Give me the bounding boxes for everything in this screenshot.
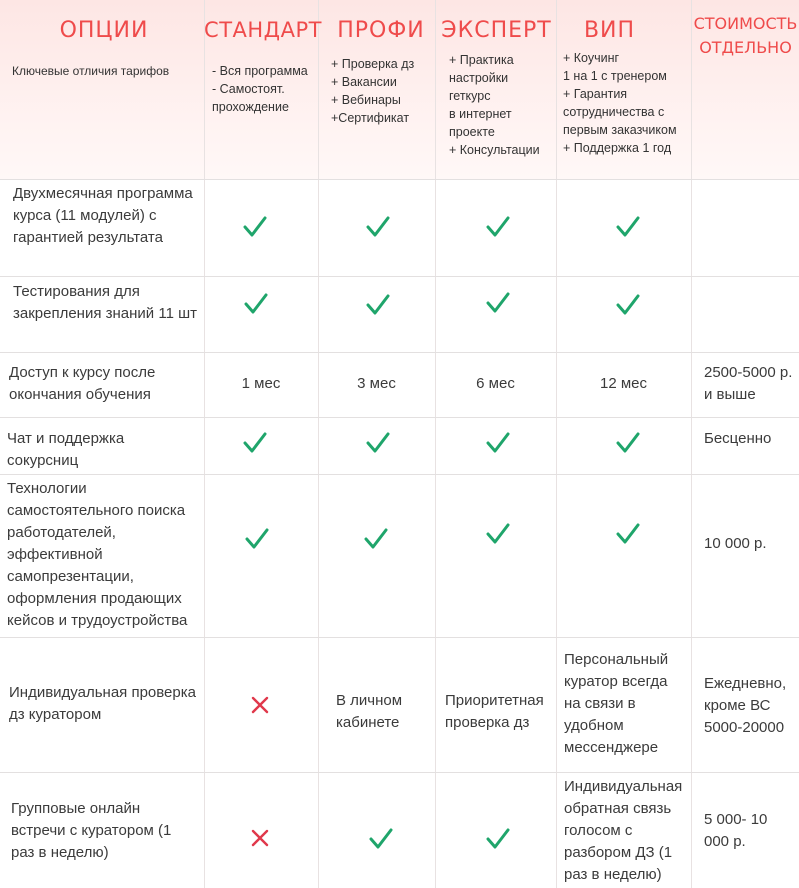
feature-item: + Консультации	[449, 143, 540, 157]
vip-features	[563, 49, 677, 157]
check-icon	[615, 214, 641, 240]
check-icon	[368, 826, 394, 852]
plan-title-expert: ЭКСПЕРТ	[441, 18, 552, 43]
check-icon	[615, 430, 641, 456]
check-icon	[485, 290, 511, 316]
check-icon	[485, 430, 511, 456]
column-divider	[204, 0, 205, 888]
expert-features	[449, 51, 540, 159]
column-divider	[435, 0, 436, 888]
column-divider	[318, 0, 319, 888]
check-icon	[242, 430, 268, 456]
row-label-tests: Тестирования для закрепления знаний 11 шт	[13, 283, 197, 322]
cell-individual-check-profi: В личном кабинете	[336, 692, 403, 731]
cell-individual-check-price: Ежедневно, кроме ВС 5000-20000	[704, 675, 787, 736]
feature-item: + Коучинг	[563, 51, 620, 65]
feature-item: + Гарантия	[563, 87, 628, 101]
row-label-group-meetings: Групповые онлайн встречи с куратором (1 раз в неделю)	[11, 800, 172, 861]
feature-item: + Вебинары	[331, 93, 401, 107]
cell-group-meetings-price: 5 000- 10 000 р.	[704, 811, 768, 850]
column-divider	[691, 0, 692, 888]
price-title-line2: ОТДЕЛЬНО	[699, 38, 792, 57]
row-divider	[0, 772, 799, 773]
price-title-line1: СТОИМОСТЬ	[693, 14, 798, 33]
check-icon	[244, 526, 270, 552]
row-divider	[0, 352, 799, 353]
check-icon	[365, 430, 391, 456]
row-divider	[0, 637, 799, 638]
row-divider	[0, 276, 799, 277]
profi-features	[331, 55, 414, 127]
cross-icon	[249, 827, 271, 849]
feature-item: 1 на 1 с тренером	[563, 69, 667, 83]
plan-title-vip: ВИП	[583, 18, 636, 43]
check-icon	[365, 292, 391, 318]
row-divider	[0, 474, 799, 475]
cell-job-tech-price: 10 000 р.	[704, 535, 767, 552]
check-icon	[365, 214, 391, 240]
options-title: ОПЦИИ	[59, 18, 149, 43]
tagline: Ключевые отличия тарифов	[12, 64, 170, 78]
feature-item: + Вакансии	[331, 75, 397, 89]
feature-item: прохождение	[212, 100, 289, 114]
row-label-course-program: Двухмесячная программа курса (11 модулей) с гарантией результата	[13, 185, 193, 246]
cell-individual-check-vip: Персональный куратор всегда на связи в удобном мессенджере	[564, 651, 669, 756]
column-divider	[556, 0, 557, 888]
check-icon	[485, 826, 511, 852]
feature-item: в интернет	[449, 107, 512, 121]
feature-item: настройки	[449, 71, 509, 85]
row-label-job-tech: Технологии самостоятельного поиска работодателей, эффективной самопрезентации, оформления продающих кейсов и трудоустройства	[7, 480, 188, 629]
cell-access-expert: 6 мес	[476, 375, 515, 392]
check-icon	[363, 526, 389, 552]
cell-access-standard: 1 мес	[241, 375, 281, 392]
check-icon	[615, 292, 641, 318]
row-divider	[0, 417, 799, 418]
check-icon	[243, 291, 269, 317]
feature-item: геткурс	[449, 89, 491, 103]
cell-access-profi: 3 мес	[357, 375, 396, 392]
check-icon	[242, 214, 268, 240]
check-icon	[485, 521, 511, 547]
feature-item: +Сертификат	[331, 111, 410, 125]
feature-item: первым заказчиком	[563, 123, 677, 137]
standard-features	[212, 62, 308, 116]
feature-item: + Проверка дз	[331, 57, 415, 71]
plan-title-standard: СТАНДАРТ	[204, 18, 322, 42]
row-label-chat: Чат и поддержка сокурсниц	[7, 430, 125, 469]
feature-item: - Самостоят.	[212, 82, 285, 96]
cell-chat-price: Бесценно	[704, 430, 772, 447]
feature-item: проекте	[449, 125, 495, 139]
feature-item: + Поддержка 1 год	[563, 141, 672, 155]
row-divider	[0, 179, 799, 180]
row-label-individual-check: Индивидуальная проверка дз куратором	[9, 684, 196, 723]
check-icon	[485, 214, 511, 240]
feature-item: - Вся программа	[212, 64, 308, 78]
check-icon	[615, 521, 641, 547]
feature-item: сотрудничества с	[563, 105, 665, 119]
plan-title-profi: ПРОФИ	[337, 18, 425, 43]
cross-icon	[249, 694, 271, 716]
row-label-access: Доступ к курсу после окончания обучения	[9, 364, 156, 403]
feature-item: + Практика	[449, 53, 514, 67]
cell-access-price: 2500-5000 р. и выше	[704, 364, 793, 403]
cell-group-meetings-vip: Индивидуальная обратная связь голосом с разбором ДЗ (1 раз в неделю)	[564, 778, 683, 883]
cell-access-vip: 12 мес	[599, 375, 647, 392]
price-title	[692, 12, 799, 60]
cell-individual-check-expert: Приоритетная проверка дз	[445, 692, 544, 731]
